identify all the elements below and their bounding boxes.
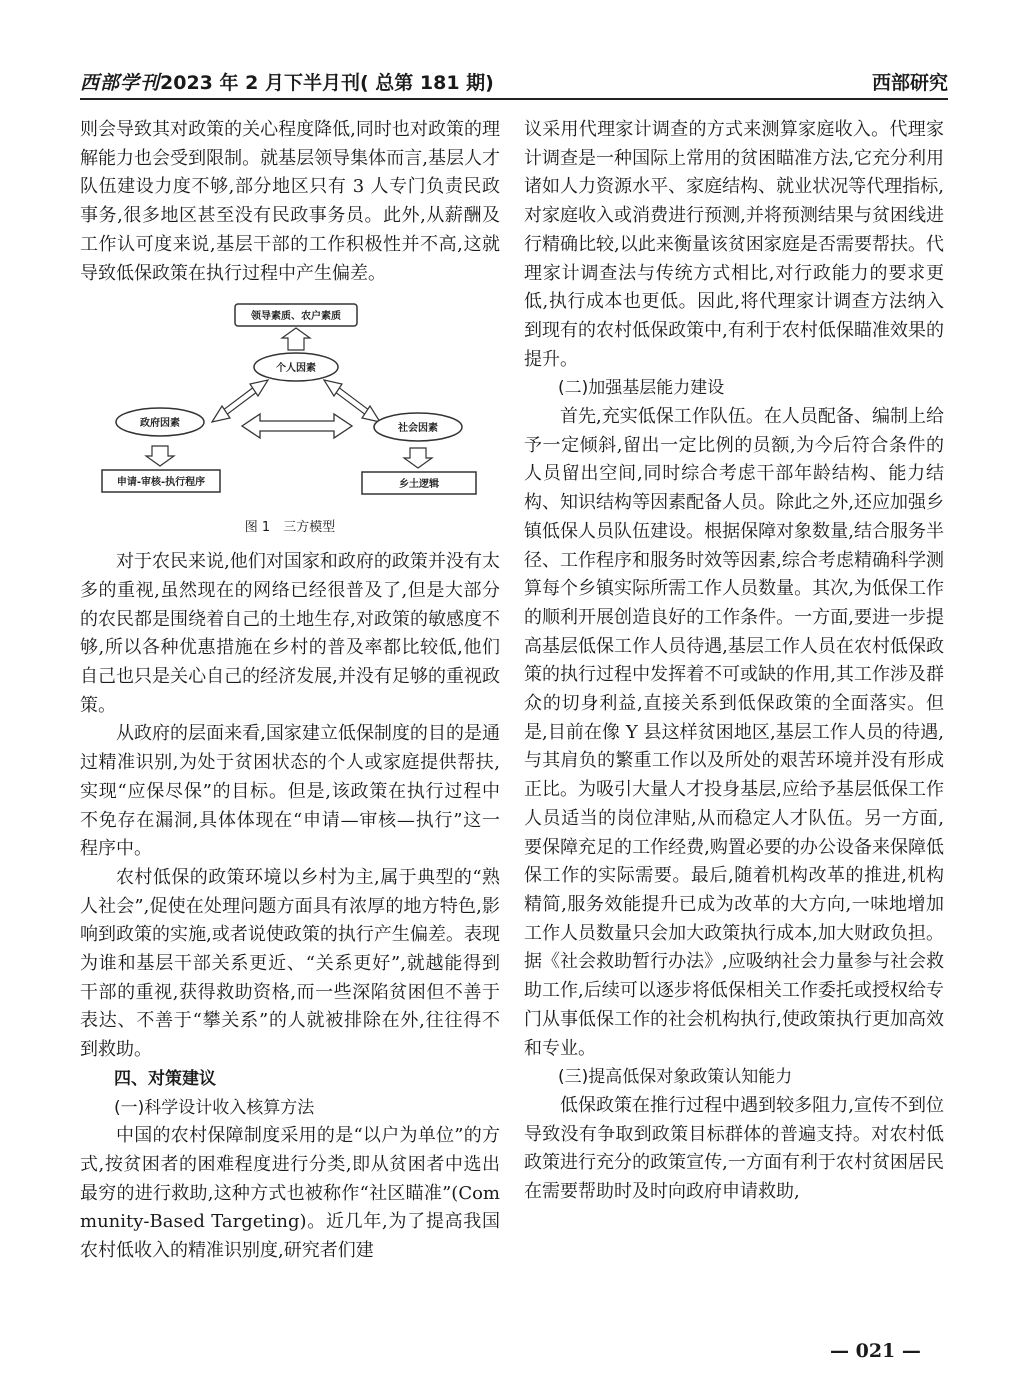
paragraph: 对于农民来说,他们对国家和政府的政策并没有太多的重视,虽然现在的网络已经很普及了,但是大部分的农民都是围绕着自己的土地生存,对政策的敏感度不够,所以各种优惠措施在乡村的普及率都比较低,他们自己也只是关心自己的经济发展,并没有足够的重视政策。: [80, 551, 500, 716]
journal-logo: 西部学刊: [80, 72, 161, 94]
box-left-label: 申请-审核-执行程序: [116, 477, 206, 489]
figure-caption: 图 1 三方模型: [244, 520, 336, 536]
ellipse-left-label: 政府因素: [140, 418, 180, 430]
journal-masthead: [80, 68, 494, 95]
arrow-down-right-icon: [404, 448, 432, 468]
issue-info: 2023 年 2 月下半月刊( 总第 181 期): [160, 72, 494, 94]
subsection-heading: (三)提高低保对象政策认知能力: [558, 1067, 793, 1088]
page-number: — 021 —: [830, 1340, 921, 1362]
right-column: [524, 116, 944, 1207]
three-party-model-diagram: [100, 300, 480, 510]
section-title: 西部研究: [871, 72, 948, 94]
box-right-label: 乡土逻辑: [399, 479, 439, 491]
paragraph: 议采用代理家计调查的方式来测算家庭收入。代理家计调查是一种国际上常用的贫困瞄准方法,它充分利用诸如人力资源水平、家庭结构、就业状况等代理指标,对家庭收入或消费进行预测,并将预测结果与贫困线进行精确比较,以此来衡量该贫困家庭是否需要帮扶。代理家计调查法与传统方式相比,对行政能力的要求更低,执行成本也更低。因此,将代理家计调查方法纳入到现有的农村低保政策中,有利于农村低保瞄准效果的提升。: [524, 119, 944, 370]
section-heading: 四、对策建议: [114, 1068, 216, 1089]
paragraph: 首先,充实低保工作队伍。在人员配备、编制上给予一定倾斜,留出一定比例的员额,为今后符合条件的人员留出空间,同时综合考虑干部年龄结构、能力结构、知识结构等因素配备人员。除此之外,还应加强乡镇低保人员队伍建设。根据保障对象数量,结合服务半径、工作程序和服务时效等因素,综合考虑精确科学测算每个乡镇实际所需工作人员数量。其次,为低保工作的顺利开展创造良好的工作条件。一方面,要进一步提高基层低保工作人员待遇,基层工作人员在农村低保政策的执行过程中发挥着不可或缺的作用,其工作涉及群众的切身利益,直接关系到低保政策的全面落实。但是,目前在像 Y 县这样贫困地区,基层工作人员的待遇,与其肩负的繁重工作以及所处的艰苦环境并没有形成正比。为吸引大量人才投身基层,应给予基层低保工作人员适当的岗位津贴,从而稳定人才队伍。另一方面,要保障充足的工作经费,购置必要的办公设备来保障低保工作的实际需要。最后,随着机构改革的推进,机构精简,服务效能提升已成为改革的大方向,一味地增加工作人员数量只会加大政策执行成本,加大财政负担。据《社会救助暂行办法》,应吸纳社会力量参与社会救助工作,后续可以逐步将低保相关工作委托或授权给专门从事低保工作的社会机构执行,使政策执行更加高效和专业。: [524, 406, 944, 1059]
box-top-label: 领导素质、农户素质: [251, 311, 341, 323]
ellipse-center-label: 个人因素: [276, 363, 316, 375]
figure-three-party-model: [80, 292, 500, 548]
arrow-horizontal-double-icon: [242, 414, 352, 438]
running-header: [80, 68, 948, 100]
arrow-down-left-icon: [146, 446, 174, 466]
paragraph: 中国的农村保障制度采用的是“以户为单位”的方式,按贫困者的困难程度进行分类,即从贫困者中选出最穷的进行救助,这种方式也被称作“社区瞄准”(Community-Based Targeting)。近几年,为了提高我国农村低收入的精准识别度,研究者们建: [80, 1125, 500, 1262]
paragraph: 则会导致其对政策的关心程度降低,同时也对政策的理解能力也会受到限制。就基层领导集体而言,基层人才队伍建设力度不够,部分地区只有 3 人专门负责民政事务,很多地区甚至没有民政事务员。此外,从薪酬及工作认可度来说,基层干部的工作积极性并不高,这就导致低保政策在执行过程中产生偏差。: [80, 119, 500, 284]
left-column: [80, 116, 500, 1266]
paragraph: 农村低保的政策环境以乡村为主,属于典型的“熟人社会”,促使在处理问题方面具有浓厚的地方特色,影响到政策的实施,或者说使政策的执行产生偏差。表现为谁和基层干部关系更近、“关系更好”,就越能得到干部的重视,获得救助资格,而一些深陷贫困但不善于表达、不善于“攀关系”的人就被排除在外,往往得不到救助。: [80, 866, 500, 1061]
subsection-heading: (一)科学设计收入核算方法: [114, 1097, 315, 1118]
subsection-heading: (二)加强基层能力建设: [558, 378, 725, 399]
arrow-up-icon: [282, 328, 310, 350]
paragraph: 从政府的层面来看,国家建立低保制度的目的是通过精准识别,为处于贫困状态的个人或家庭提供帮扶,实现“应保尽保”的目标。但是,该政策在执行过程中不免存在漏洞,具体体现在“申请—审核—执行”这一程序中。: [80, 723, 500, 860]
ellipse-right-label: 社会因素: [398, 423, 438, 435]
paragraph: 低保政策在推行过程中遇到较多阻力,宣传不到位导致没有争取到政策目标群体的普遍支持。对农村低政策进行充分的政策宣传,一方面有利于农村贫困居民在需要帮助时及时向政府申请救助,: [524, 1094, 944, 1203]
